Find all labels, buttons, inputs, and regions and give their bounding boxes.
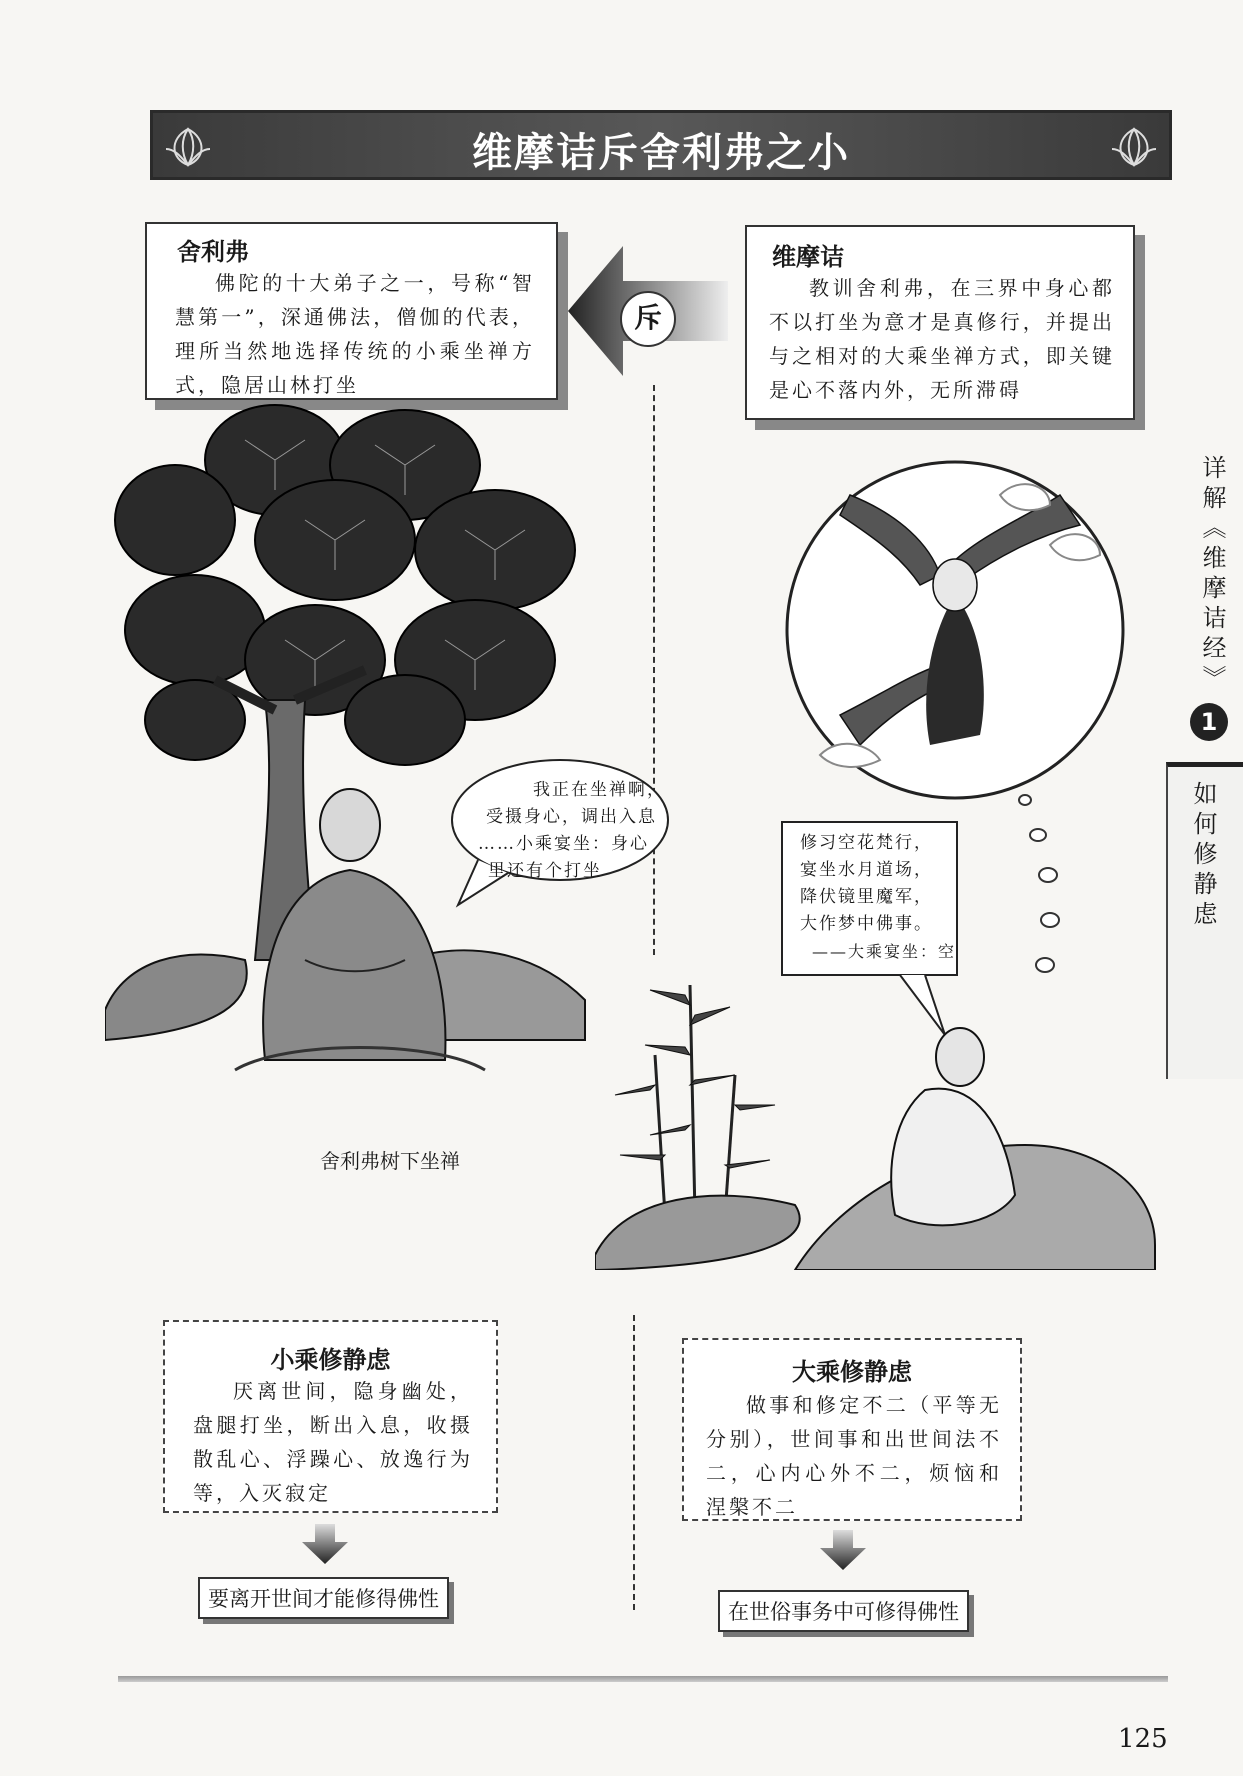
bamboo-meditation-illustration <box>595 965 1160 1270</box>
vimalakirti-heading: 维摩诘 <box>772 243 844 271</box>
shariputra-box <box>145 222 558 400</box>
vimalakirti-box <box>745 225 1135 420</box>
tree-meditation-illustration <box>105 400 605 1090</box>
bubble-line: 修习空花梵行， <box>800 833 933 853</box>
side-book-title-wrap <box>1195 455 1235 695</box>
bubble-line: 里还有个打坐 <box>488 861 602 881</box>
rebuke-label: 斥 <box>620 291 676 347</box>
section-tab <box>1166 762 1243 1079</box>
shariputra-heading: 舍利弗 <box>177 238 249 266</box>
bottom-divider <box>633 1315 635 1610</box>
hinayana-conclusion: 要离开世间才能修得佛性 <box>198 1577 449 1619</box>
bubble-line: 受摄身心，调出入息 <box>486 807 657 827</box>
lotus-ornament-icon <box>1107 119 1161 173</box>
left-caption: 舍利弗树下坐禅 <box>320 1149 460 1173</box>
mahayana-conclusion: 在世俗事务中可修得佛性 <box>718 1590 969 1632</box>
mahayana-description: 做事和修定不二（平等无分别），世间事和出世间法不二，心内心外不二，烦恼和涅槃不二 <box>706 1393 1002 1519</box>
bubble-line: 我正在坐禅啊， <box>533 780 666 800</box>
title-banner <box>150 110 1172 180</box>
shariputra-description: 佛陀的十大弟子之一，号称“智慧第一”，深通佛法，僧伽的代表，理所当然地选择传统的小乘坐禅方式，隐居山林打坐 <box>175 271 535 397</box>
hinayana-description: 厌离世间，隐身幽处，盘腿打坐，断出入息，收摄散乱心、浮躁心、放逸行为等，入灭寂定 <box>193 1379 473 1505</box>
vimalakirti-description: 教训舍利弗，在三界中身心都不以打坐为意才是真修行，并提出与之相对的大乘坐禅方式，即关键是心不落内外，无所滞碍 <box>769 276 1115 402</box>
hinayana-heading: 小乘修静虑 <box>270 1346 391 1374</box>
vision-circle-illustration <box>780 455 1130 805</box>
thought-dots-icon <box>1010 790 1070 980</box>
side-book-title: 详解《维摩诘经》 <box>1198 455 1226 695</box>
bubble-line: 大作梦中佛事。 <box>800 914 933 934</box>
bubble-line: 宴坐水月道场， <box>800 860 933 880</box>
left-bubble-text <box>448 755 673 910</box>
chapter-number-badge: 1 <box>1190 703 1228 741</box>
section-tab-label: 如何修静虑 <box>1189 781 1217 931</box>
bubble-line: ……小乘宴坐：身心 <box>478 834 649 854</box>
page-number: 125 <box>1118 1724 1168 1754</box>
right-bubble-text <box>780 820 960 980</box>
mahayana-box <box>682 1338 1022 1521</box>
bubble-line: 降伏镜里魔军， <box>800 887 933 907</box>
page-title: 维摩诘斥舍利弗之小 <box>472 130 850 176</box>
down-arrow-icon <box>300 1524 350 1564</box>
bottom-rule <box>118 1676 1168 1682</box>
hinayana-box <box>163 1320 498 1513</box>
mahayana-heading: 大乘修静虑 <box>792 1358 912 1386</box>
down-arrow-icon <box>818 1530 868 1570</box>
bubble-line: ——大乘宴坐：空 <box>812 942 957 961</box>
